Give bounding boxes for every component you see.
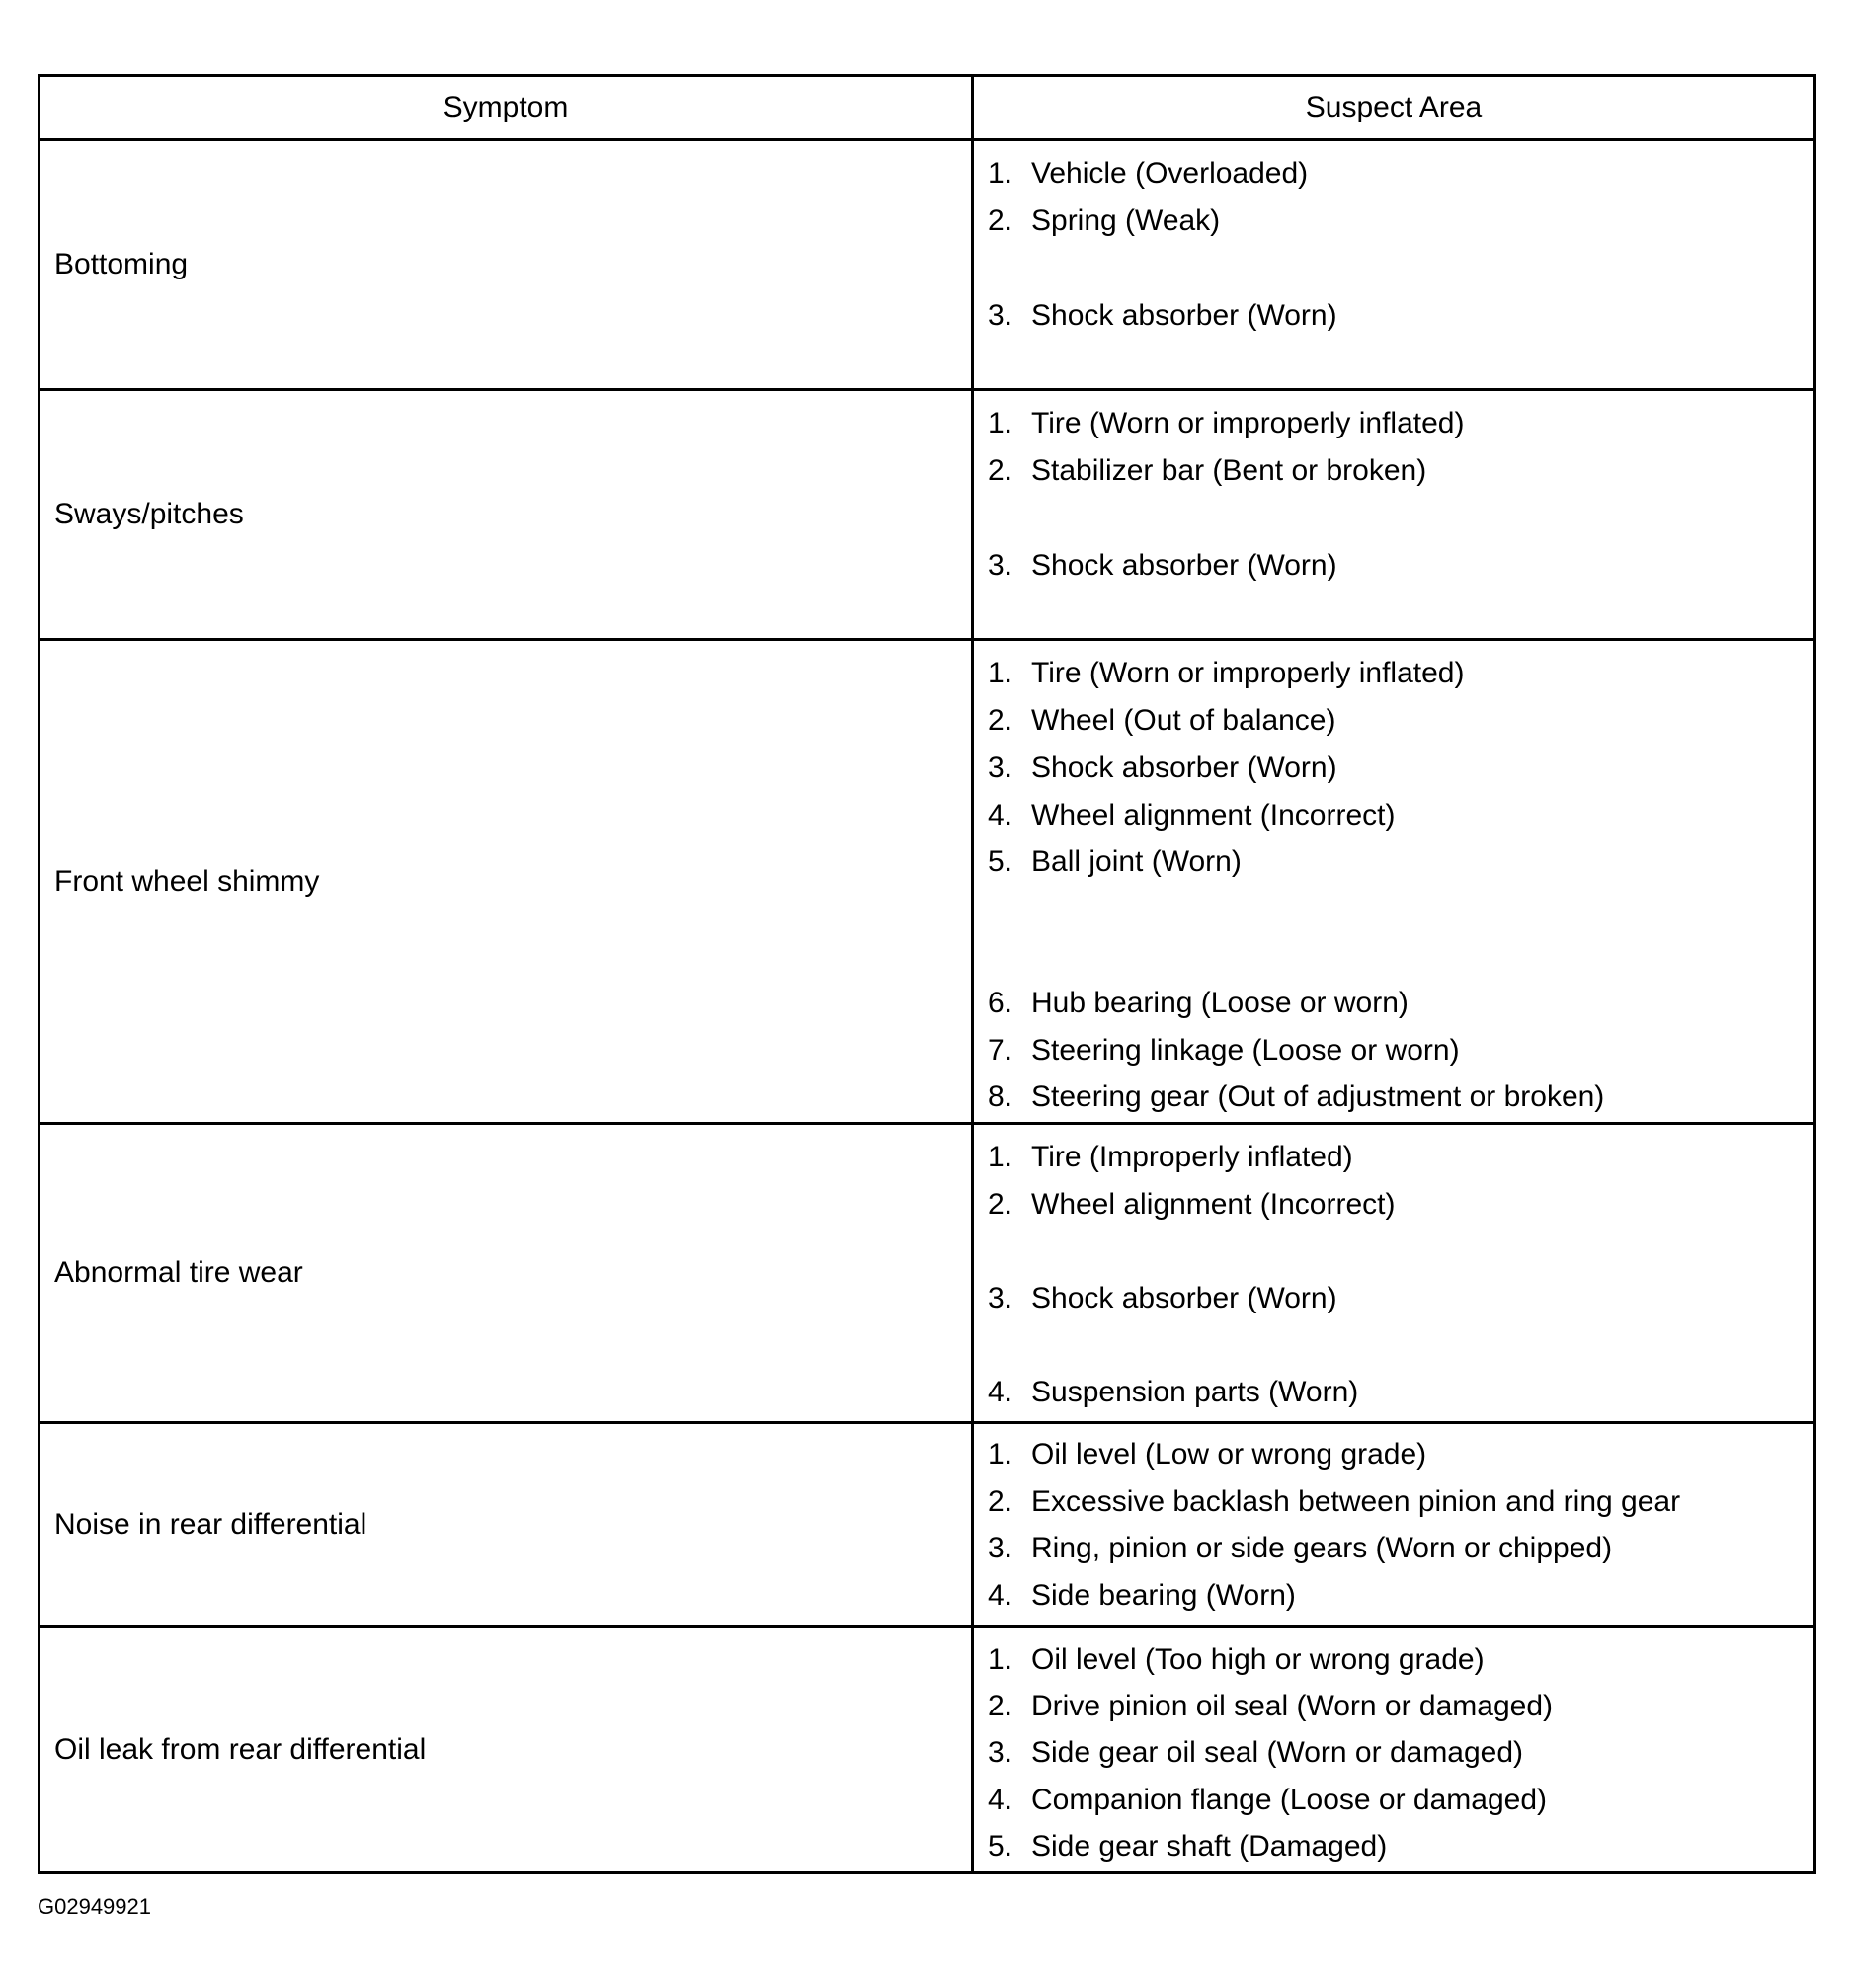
- suspect-item: 3. Shock absorber (Worn): [988, 549, 1337, 582]
- suspect-item: 2. Stabilizer bar (Bent or broken): [988, 454, 1427, 487]
- suspect-area-cell: [974, 638, 1813, 1122]
- suspect-item: 1. Tire (Worn or improperly inflated): [988, 407, 1465, 439]
- suspect-item: 6. Hub bearing (Loose or worn): [988, 987, 1409, 1019]
- symptom-cell: Front wheel shimmy: [40, 638, 974, 1122]
- suspect-area-cell: [974, 1625, 1813, 1871]
- symptom-cell: Oil leak from rear differential: [40, 1625, 974, 1871]
- suspect-item: 3. Ring, pinion or side gears (Worn or chipped): [988, 1532, 1613, 1564]
- suspect-item: 3. Shock absorber (Worn): [988, 299, 1337, 332]
- suspect-item: 5. Side gear shaft (Damaged): [988, 1830, 1388, 1863]
- header-symptom: Symptom: [40, 77, 974, 138]
- symptom-cell: Noise in rear differential: [40, 1421, 974, 1625]
- suspect-item: 4. Side bearing (Worn): [988, 1579, 1296, 1612]
- suspect-item: 1. Oil level (Too high or wrong grade): [988, 1643, 1485, 1676]
- suspect-item: 2. Excessive backlash between pinion and ring gear: [988, 1485, 1681, 1518]
- suspect-item: 5. Ball joint (Worn): [988, 845, 1242, 878]
- suspect-item: 3. Shock absorber (Worn): [988, 752, 1337, 784]
- symptom-cell: Abnormal tire wear: [40, 1122, 974, 1421]
- suspect-item: 3. Side gear oil seal (Worn or damaged): [988, 1736, 1524, 1769]
- suspect-item: 1. Tire (Worn or improperly inflated): [988, 657, 1465, 689]
- figure-code: G02949921: [38, 1894, 151, 1919]
- suspect-area-cell: [974, 1122, 1813, 1421]
- suspect-area-cell: [974, 1421, 1813, 1625]
- suspect-area-cell: [974, 138, 1813, 388]
- symptom-cell: Sways/pitches: [40, 388, 974, 638]
- suspect-item: 1. Tire (Improperly inflated): [988, 1141, 1353, 1173]
- suspect-item: 3. Shock absorber (Worn): [988, 1282, 1337, 1314]
- troubleshooting-table: [38, 74, 1816, 1874]
- header-suspect-area: Suspect Area: [1305, 91, 1483, 123]
- suspect-item: 2. Wheel (Out of balance): [988, 704, 1336, 737]
- suspect-item: 7. Steering linkage (Loose or worn): [988, 1034, 1460, 1067]
- suspect-item: 2. Spring (Weak): [988, 204, 1221, 237]
- suspect-item: 8. Steering gear (Out of adjustment or broken): [988, 1080, 1605, 1113]
- suspect-item: 2. Drive pinion oil seal (Worn or damaged): [988, 1690, 1554, 1722]
- suspect-item: 4. Wheel alignment (Incorrect): [988, 799, 1396, 832]
- suspect-area-cell: [974, 388, 1813, 638]
- suspect-item: 1. Oil level (Low or wrong grade): [988, 1438, 1427, 1471]
- suspect-item: 4. Suspension parts (Worn): [988, 1376, 1359, 1408]
- suspect-item: 2. Wheel alignment (Incorrect): [988, 1188, 1396, 1221]
- suspect-item: 1. Vehicle (Overloaded): [988, 157, 1309, 190]
- symptom-cell: Bottoming: [40, 138, 974, 388]
- suspect-item: 4. Companion flange (Loose or damaged): [988, 1784, 1547, 1816]
